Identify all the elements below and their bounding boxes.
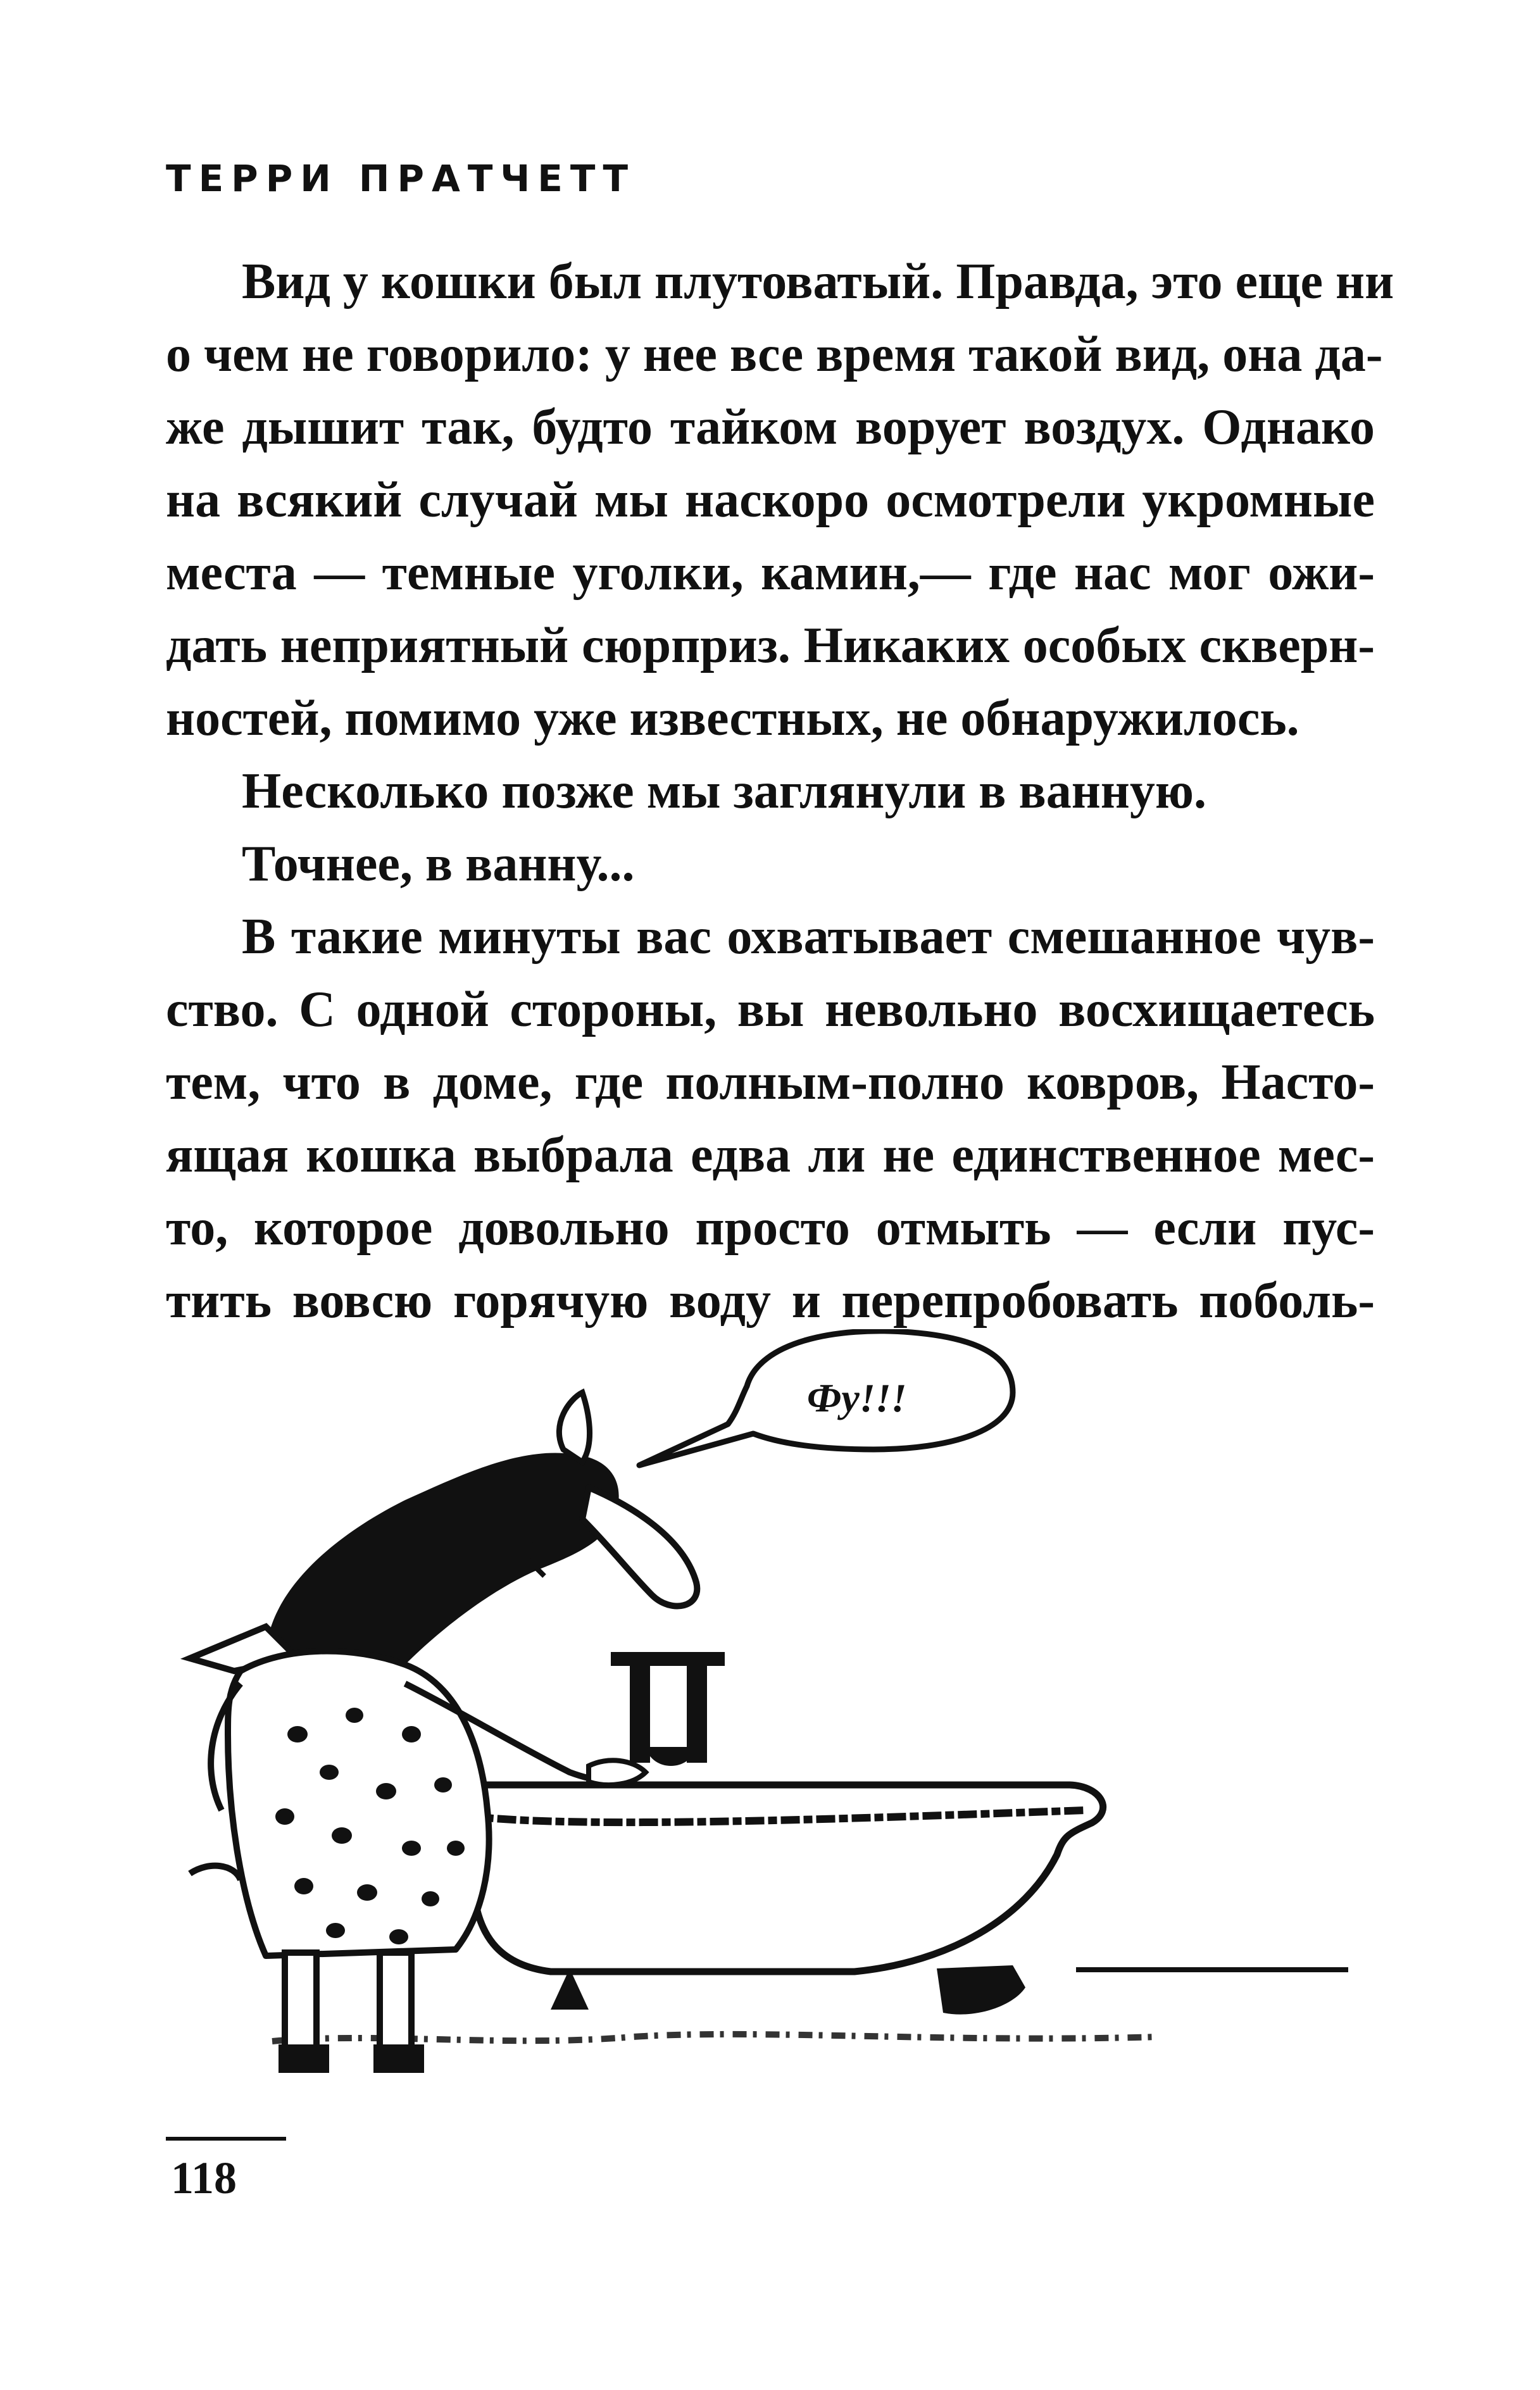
- text-line: Вид у кошки был плутоватый. Правда, это еще ни: [242, 254, 1394, 310]
- text-line: то, которое довольно просто отмыть — если пус-: [166, 1200, 1375, 1256]
- text-line: тить вовсю горячую воду и перепробовать поболь-: [166, 1273, 1375, 1329]
- running-head: ТЕРРИ ПРАТЧЕТТ: [166, 157, 636, 200]
- text-line: места — темные уголки, камин,— где нас мог ожи-: [166, 545, 1375, 601]
- text-line: Несколько позже мы заглянули в ванную.: [242, 763, 1207, 819]
- page-number: 118: [171, 2153, 237, 2203]
- text-line: В такие минуты вас охватывает смешанное чув-: [242, 909, 1375, 965]
- footer-rule: [166, 2137, 286, 2141]
- text-line: ящая кошка выбрала едва ли не единственное мес-: [166, 1127, 1375, 1183]
- text-line: на всякий случай мы наскоро осмотрели укромные: [166, 472, 1375, 528]
- text-line: же дышит так, будто тайком ворует воздух. Однако: [166, 399, 1375, 455]
- text-line: Точнее, в ванну...: [242, 836, 635, 892]
- speech-bubble: [639, 1331, 1013, 1465]
- bathtub: [453, 1785, 1103, 2015]
- speech-bubble-text: Фу!!!: [807, 1375, 907, 1420]
- cartoon-illustration: [0, 1329, 1540, 2152]
- text-line: ство. С одной стороны, вы невольно восхищаетесь: [166, 982, 1375, 1037]
- body-text: [166, 246, 1394, 1337]
- text-line: о чем не говорило: у нее все время такой вид, она да-: [166, 327, 1383, 382]
- text-line: ностей, помимо уже известных, не обнаружилось.: [166, 691, 1299, 746]
- text-line: дать неприятный сюрприз. Никаких особых скверн-: [166, 618, 1375, 673]
- text-line: тем, что в доме, где полным-полно ковров, Насто-: [166, 1054, 1375, 1110]
- bath-taps: [611, 1652, 725, 1766]
